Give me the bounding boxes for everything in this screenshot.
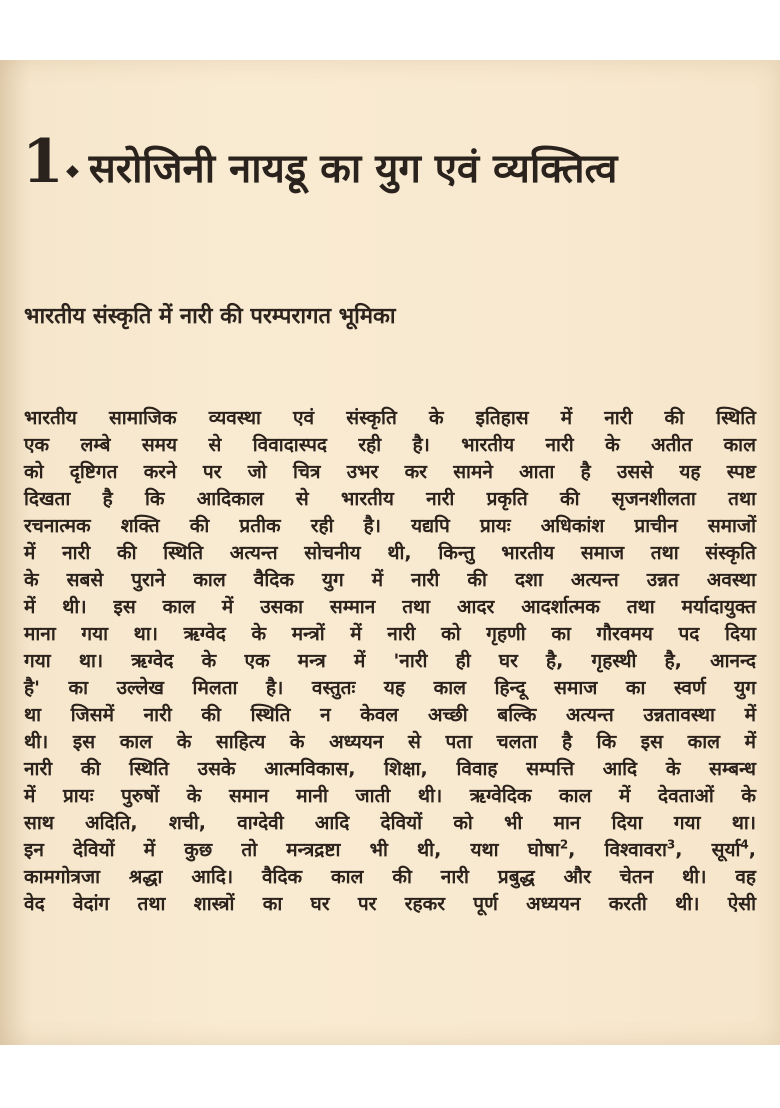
text-line: साथ अदिति, शची, वाग्देवी आदि देवियों को भी मान दिया गया था। [24,812,756,834]
text-line: में थी। इस काल में उसका सम्मान तथा आदर आदर्शात्मक तथा मर्यादायुक्त [24,596,756,618]
text-segment: , सूर्या [675,839,741,861]
text-line: रचनात्मक शक्ति की प्रतीक रही है। यद्यपि प्रायः अधिकांश प्राचीन समाजों [24,515,756,537]
chapter-title [22,127,618,197]
text-line: को दृष्टिगत करने पर जो चित्र उभर कर सामने आता है उससे यह स्पष्ट [24,461,756,483]
text-line: दिखता है कि आदिकाल से भारतीय नारी प्रकृति की सृजनशीलता तथा [24,488,756,510]
text-line: थी। इस काल के साहित्य के अध्ययन से पता चलता है कि इस काल में [24,731,756,753]
text-line: में नारी की स्थिति अत्यन्त सोचनीय थी, किन्तु भारतीय समाज तथा संस्कृति [24,542,756,564]
section-heading: भारतीय संस्कृति में नारी की परम्परागत भूमिका [24,304,396,329]
text-line: नारी की स्थिति उसके आत्मविकास, शिक्षा, विवाह सम्पत्ति आदि के सम्बन्ध [24,758,756,780]
text-segment: , [748,839,756,861]
chapter-number: 1 [22,127,62,197]
text-line: है' का उल्लेख मिलता है। वस्तुतः यह काल हिन्दू समाज का स्वर्ण युग [24,677,756,699]
text-line: भारतीय सामाजिक व्यवस्था एवं संस्कृति के इतिहास में नारी की स्थिति [24,407,756,429]
footnote-marker[interactable]: 2 [559,837,569,852]
footnote-text-line [24,837,756,864]
text-line: माना गया था। ऋग्वेद के मन्त्रों में नारी को गृहणी का गौरवमय पद दिया [24,623,756,645]
text-line: एक लम्बे समय से विवादास्पद रही है। भारतीय नारी के अतीत काल [24,434,756,456]
text-line: था जिसमें नारी की स्थिति न केवल अच्छी बल्कि अत्यन्त उन्नतावस्था में [24,704,756,726]
bullet-diamond-icon [66,165,79,178]
book-page [0,60,780,1045]
text-segment: इन देवियों में कुछ तो मन्त्रद्रष्टा भी थी, यथा घोषा [24,839,560,861]
body-paragraph [24,405,756,918]
footnote-marker[interactable]: 4 [740,837,749,852]
text-line: के सबसे पुराने काल वैदिक युग में नारी की दशा अत्यन्त उन्नत अवस्था [24,569,756,591]
text-line: कामगोत्रजा श्रद्धा आदि। वैदिक काल की नारी प्रबुद्ध और चेतन थी। वह [24,866,756,888]
text-line: वेद वेदांग तथा शास्त्रों का घर पर रहकर पूर्ण अध्ययन करती थी। ऐसी [24,893,756,915]
footnote-marker[interactable]: 3 [666,837,676,852]
chapter-title-text: सरोजिनी नायडू का युग एवं व्यक्तित्व [88,146,618,192]
text-line: में प्रायः पुरुषों के समान मानी जाती थी। ऋग्वेदिक काल में देवताओं के [24,785,756,807]
text-line: गया था। ऋग्वेद के एक मन्त्र में 'नारी ही घर है, गृहस्थी है, आनन्द [24,650,756,672]
text-segment: , विश्वावरा [568,839,667,861]
